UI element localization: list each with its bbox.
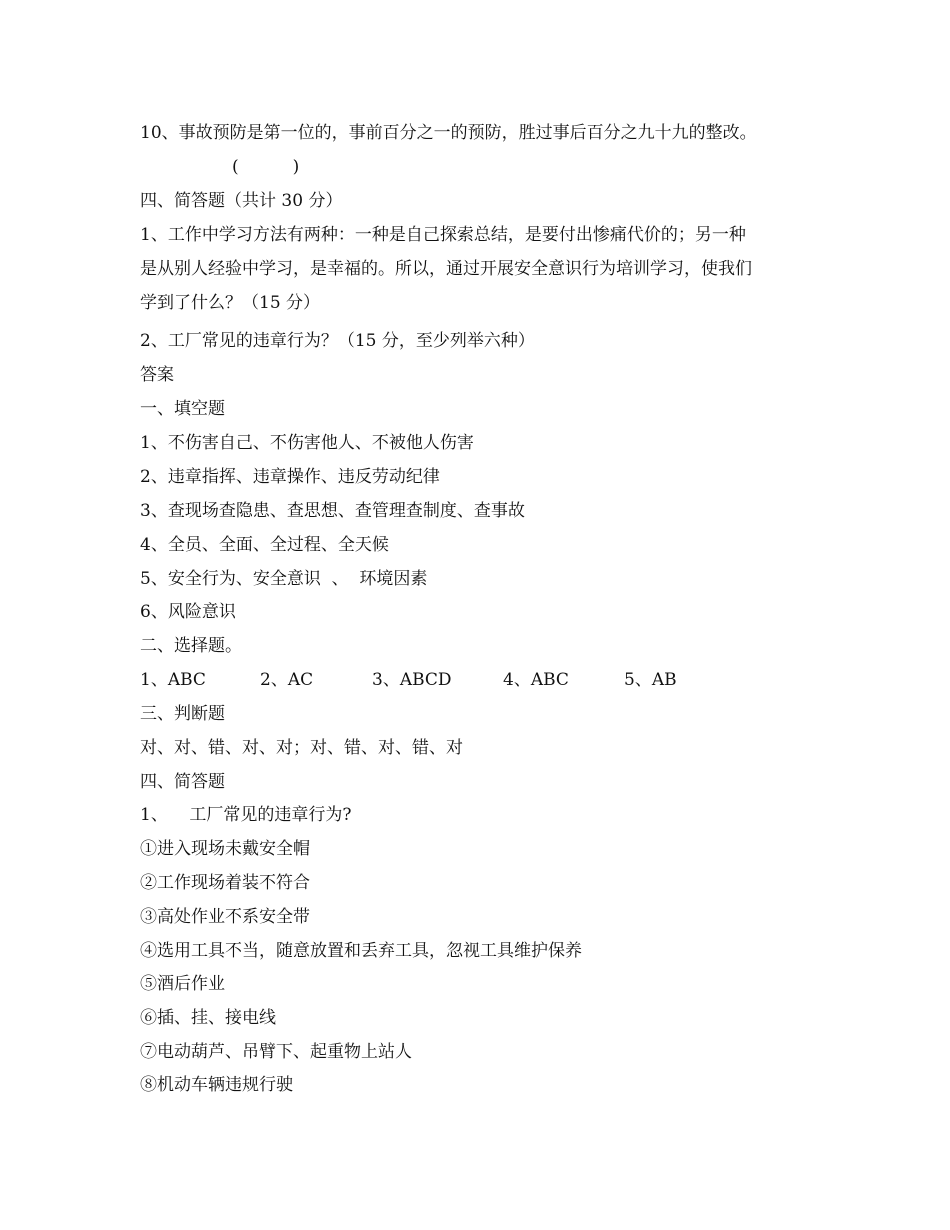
answers-title: 答案: [140, 365, 174, 385]
violation-item: ⑧机动车辆违规行驶: [140, 1075, 293, 1095]
answer-choice-item: 1、ABC: [140, 670, 206, 690]
answer-fill-item: 4、全员、全面、全过程、全天候: [140, 535, 389, 555]
answer-fill-item: 6、风险意识: [140, 602, 236, 622]
question-10: 10、事故预防是第一位的，事前百分之一的预防，胜过事后百分之九十九的整改。: [140, 123, 757, 143]
violation-item: ⑥插、挂、接电线: [140, 1008, 276, 1028]
violation-item: ④选用工具不当，随意放置和丢弃工具，忽视工具维护保养: [140, 941, 582, 961]
short-answer-1-line: 是从别人经验中学习，是幸福的。所以，通过开展安全意识行为培训学习，使我们: [140, 259, 752, 279]
section-4-title: 四、简答题（共计 30 分）: [140, 191, 343, 211]
violation-item: ⑤酒后作业: [140, 974, 225, 994]
short-answer-1-line: 1、工作中学习方法有两种：一种是自己探索总结，是要付出惨痛代价的；另一种: [140, 225, 746, 245]
answer-choice-item: 4、ABC: [503, 670, 569, 690]
answer-fill-item: 2、违章指挥、违章操作、违反劳动纪律: [140, 467, 440, 487]
answer-choice-item: 5、AB: [624, 670, 677, 690]
answer-choice-item: 3、ABCD: [372, 670, 452, 690]
short-answer-1: [140, 218, 820, 320]
answer-fill-item: 1、不伤害自己、不伤害他人、不被他人伤害: [140, 433, 474, 453]
violation-item: ③高处作业不系安全带: [140, 907, 310, 927]
answer-short-question: 1、 工厂常见的违章行为?: [140, 805, 352, 825]
answer-fill-item: 5、安全行为、安全意识 、 环境因素: [140, 569, 428, 589]
violation-item: ②工作现场着装不符合: [140, 873, 310, 893]
violation-item: ①进入现场未戴安全帽: [140, 839, 310, 859]
violation-item: ⑦电动葫芦、吊臂下、起重物上站人: [140, 1042, 412, 1062]
answers-short-title: 四、简答题: [140, 772, 225, 792]
answer-blank: ( ): [232, 157, 300, 177]
answer-judge-row: 对、对、错、对、对；对、错、对、错、对: [140, 738, 463, 758]
answers-fill-title: 一、填空题: [140, 399, 225, 419]
short-answer-1-line: 学到了什么？（15 分）: [140, 293, 321, 313]
answers-choice-title: 二、选择题。: [140, 636, 242, 656]
answer-fill-item: 3、查现场查隐患、查思想、查管理查制度、查事故: [140, 501, 525, 521]
answers-judge-title: 三、判断题: [140, 704, 225, 724]
answer-choice-item: 2、AC: [260, 670, 314, 690]
short-answer-2: 2、工厂常见的违章行为？（15 分，至少列举六种）: [140, 331, 535, 351]
